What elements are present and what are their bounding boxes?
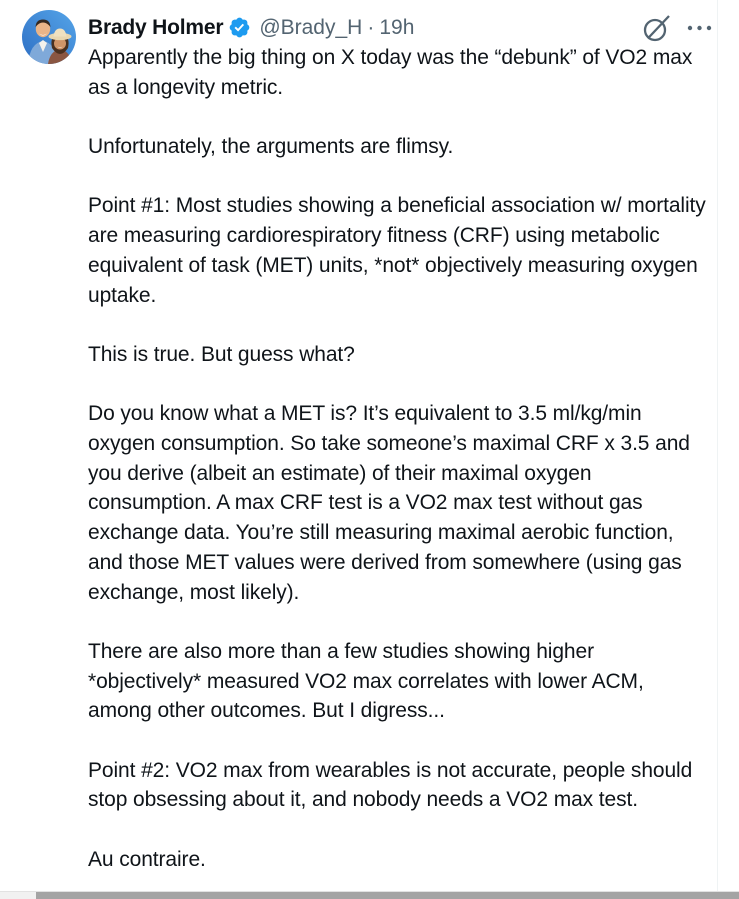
avatar[interactable] bbox=[22, 10, 76, 64]
header-actions bbox=[642, 13, 712, 43]
verified-badge-icon bbox=[228, 16, 251, 39]
grok-button[interactable] bbox=[642, 13, 671, 43]
author-name[interactable]: Brady Holmer bbox=[88, 15, 224, 39]
author-handle[interactable]: @Brady_H bbox=[259, 15, 363, 39]
more-button[interactable] bbox=[687, 25, 712, 31]
tweet-text-paragraph: Apparently the big thing on X today was the “debunk” of VO2 max as a longevity metric. bbox=[88, 46, 693, 99]
horizontal-scrollbar-track bbox=[0, 891, 739, 899]
tweet-content bbox=[88, 13, 712, 875]
tweet-text-paragraph: Point #1: Most studies showing a beneficial association w/ mortality are measuring cardiorespiratory fitness (CRF) using metabolic equivalent of task (MET) units, *not* objectively measuring oxygen uptake. bbox=[88, 194, 706, 307]
tweet-text-paragraph: Unfortunately, the arguments are flimsy. bbox=[88, 135, 454, 159]
tweet-text-paragraph: Point #2: VO2 max from wearables is not accurate, people should stop obsessing about it, and nobody needs a VO2 max test. bbox=[88, 758, 693, 812]
tweet-text bbox=[88, 43, 712, 875]
tweet-text-paragraph: This is true. But guess what? bbox=[88, 342, 355, 366]
handle-group bbox=[259, 16, 414, 40]
tweet-text-paragraph: There are also more than a few studies showing higher *objectively* measured VO2 max correlates with lower ACM, among other outcomes. But I digress... bbox=[88, 639, 644, 723]
horizontal-scrollbar-thumb[interactable] bbox=[36, 892, 739, 899]
tweet-text-paragraph: Au contraire. bbox=[88, 847, 206, 871]
timestamp[interactable]: 19h bbox=[379, 15, 415, 39]
avatar-photo-illustration bbox=[22, 10, 76, 64]
grok-icon bbox=[642, 13, 671, 43]
tweet-text-paragraph: Do you know what a MET is? It’s equivalent to 3.5 ml/kg/min oxygen consumption. So take someone’s maximal CRF x 3.5 and you derive (albeit an estimate) of their maximal oxygen consumption. A max CRF test is a VO2 max test without gas exchange data. You’re still measuring maximal aerobic function, and those MET values were derived from somewhere (using gas exchange, most likely). bbox=[88, 402, 690, 604]
more-icon bbox=[687, 25, 712, 31]
dot-separator: · bbox=[367, 15, 375, 39]
tweet-header bbox=[88, 13, 712, 42]
